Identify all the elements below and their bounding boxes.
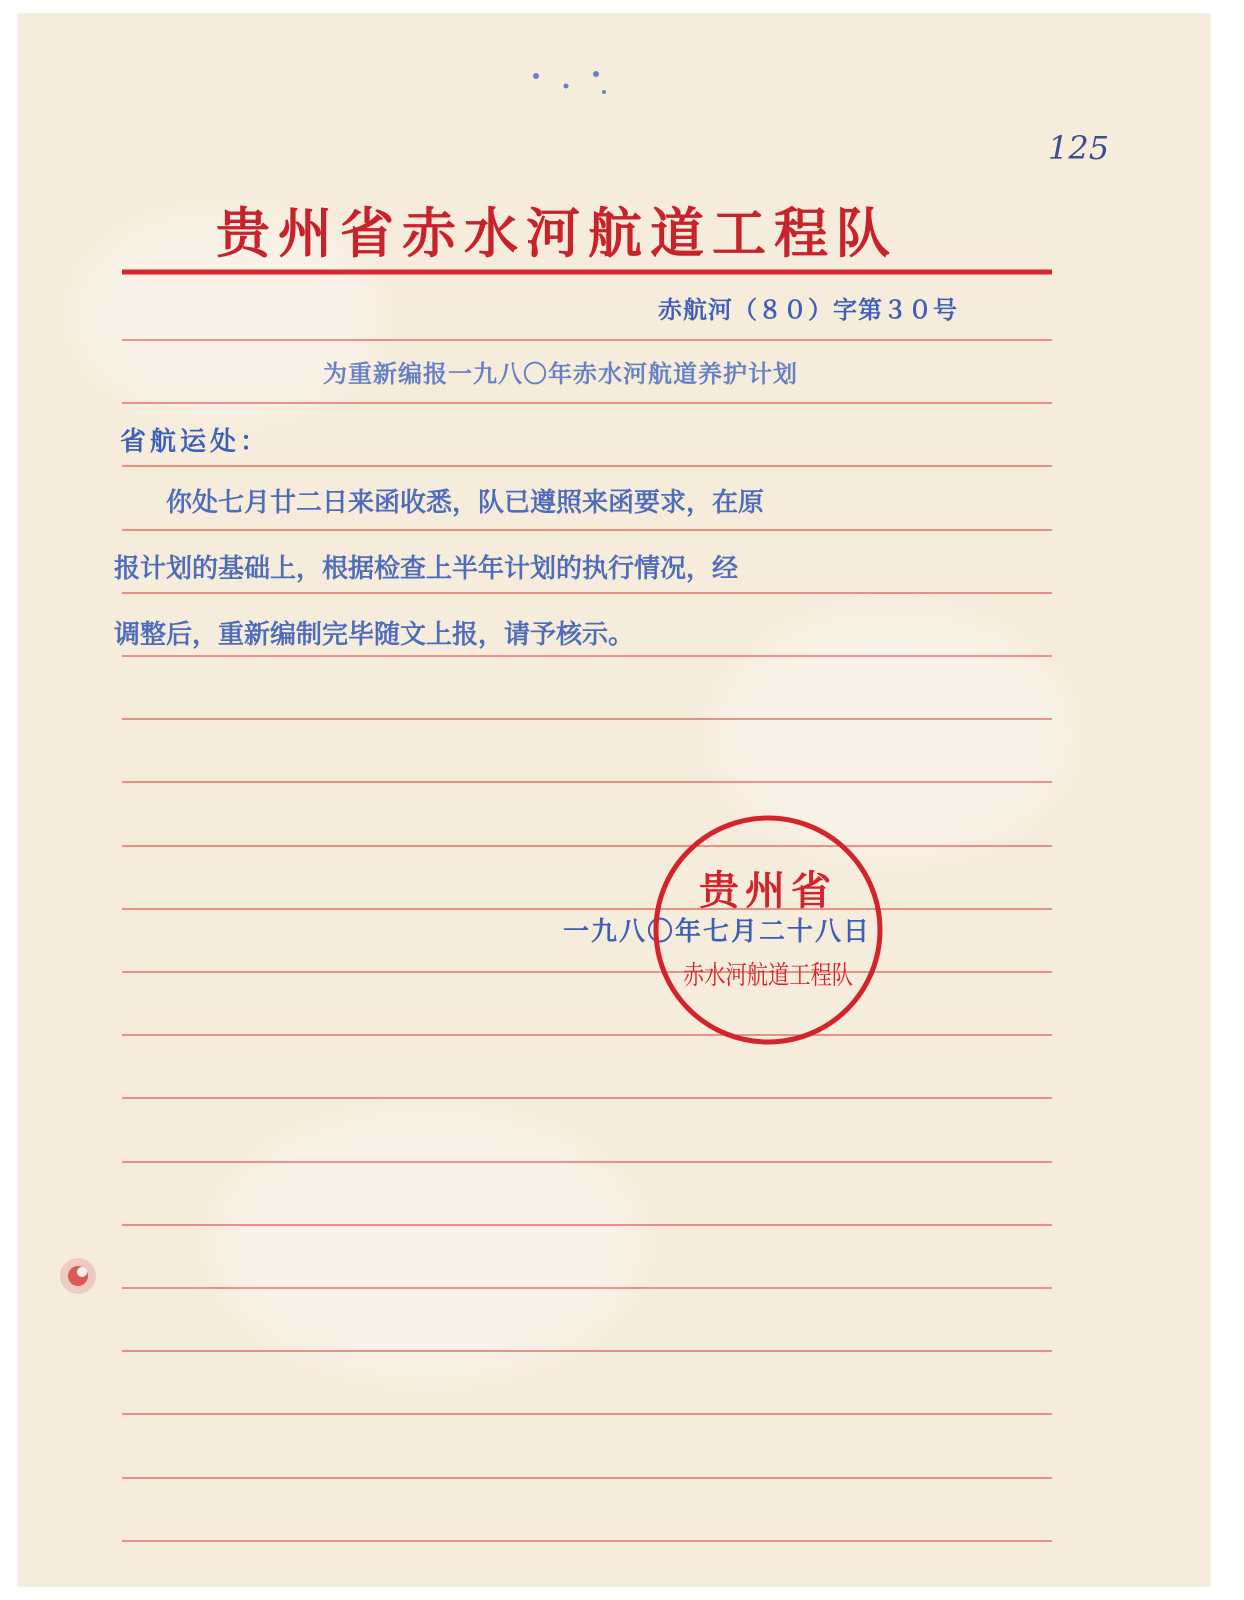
- letter-paper: [18, 14, 1210, 1586]
- body-line-2: 报计划的基础上，根据检查上半年计划的执行情况，经: [114, 554, 739, 584]
- handwritten-page-number: 125: [1048, 129, 1110, 167]
- addressee: 省航运处：: [120, 427, 271, 457]
- ink-marks: [516, 64, 636, 114]
- seal-top-text: 贵州省: [699, 868, 837, 914]
- official-seal: [646, 808, 890, 1052]
- body-line-3: 调整后，重新编制完毕随文上报，请予核示。: [114, 620, 635, 650]
- seal-bottom-text: 赤水河航道工程队: [683, 961, 853, 991]
- binding-hole: [56, 1254, 100, 1298]
- subject-line: 为重新编报一九八〇年赤水河航道养护计划: [323, 360, 798, 388]
- document-number: 赤航河（８０）字第３０号: [658, 296, 958, 324]
- date-line: 一九八〇年七月二十八日: [563, 917, 872, 947]
- body-line-1: 你处七月廿二日来函收悉，队已遵照来函要求，在原: [114, 488, 765, 518]
- letterhead-title: 贵州省赤水河航道工程队: [216, 202, 898, 265]
